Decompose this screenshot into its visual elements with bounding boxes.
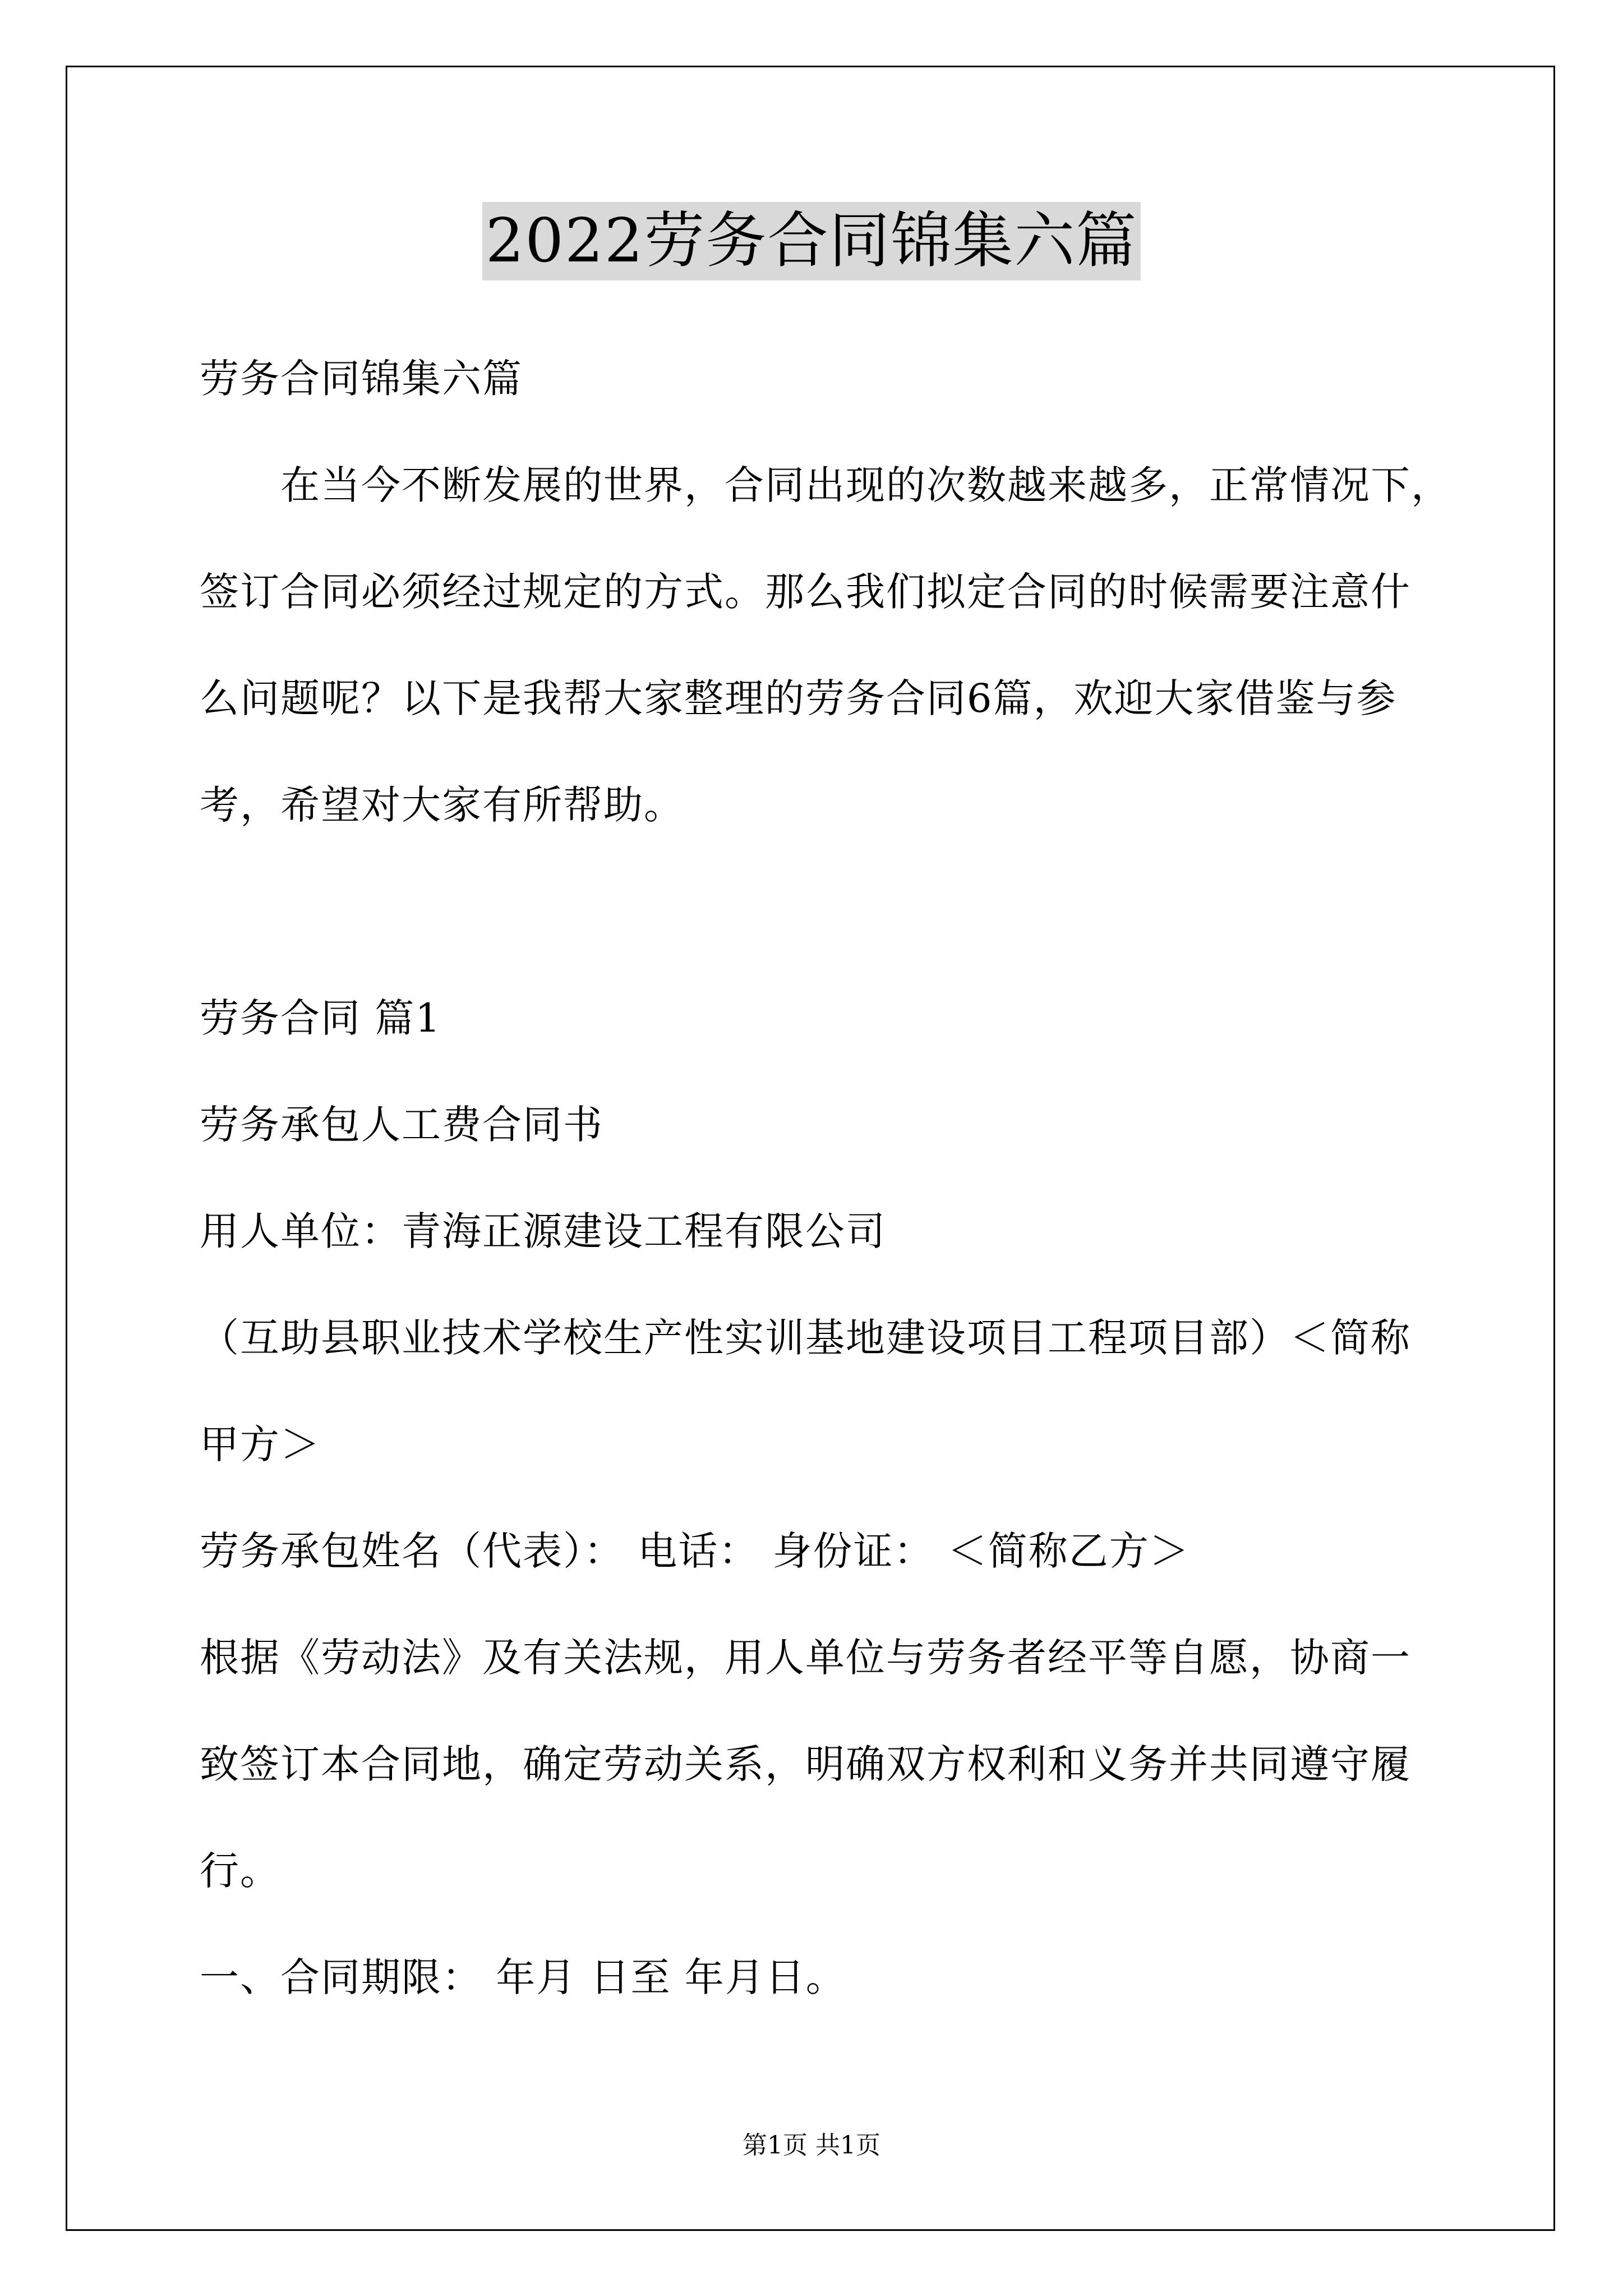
intro-line-4: 考，希望对大家有所帮助。 (200, 782, 684, 828)
basis-line-3: 行。 (200, 1848, 280, 1894)
document-title: 2022劳务合同锦集六篇 (482, 202, 1141, 280)
employer-note-line-1: （互助县职业技术学校生产性实训基地建设项目工程项目部）＜简称 (200, 1315, 1411, 1361)
title-container (0, 202, 1623, 280)
intro-line-1: 在当今不断发展的世界，合同出现的次数越来越多，正常情况下， (280, 462, 1451, 508)
contract-title: 劳务承包人工费合同书 (200, 1102, 603, 1148)
basis-line-2: 致签订本合同地，确定劳动关系，明确双方权利和义务并共同遵守履 (200, 1741, 1411, 1787)
page-footer: 第1页 共1页 (743, 2131, 880, 2160)
basis-line-1: 根据《劳动法》及有关法规，用人单位与劳务者经平等自愿，协商一 (200, 1635, 1411, 1681)
employer-line: 用人单位：青海正源建设工程有限公司 (200, 1208, 886, 1254)
employer-note-line-2: 甲方＞ (200, 1421, 321, 1467)
section-heading: 劳务合同 篇1 (200, 995, 441, 1041)
contractor-line: 劳务承包姓名（代表）： 电话： 身份证： ＜简称乙方＞ (200, 1528, 1190, 1574)
intro-line-2: 签订合同必须经过规定的方式。那么我们拟定合同的时候需要注意什 (200, 569, 1411, 615)
document-subtitle: 劳务合同锦集六篇 (200, 356, 523, 402)
intro-line-3: 么问题呢？以下是我帮大家整理的劳务合同6篇，欢迎大家借鉴与参 (200, 675, 1397, 721)
term-line: 一、合同期限： 年月 日至 年月日。 (200, 1954, 846, 2000)
